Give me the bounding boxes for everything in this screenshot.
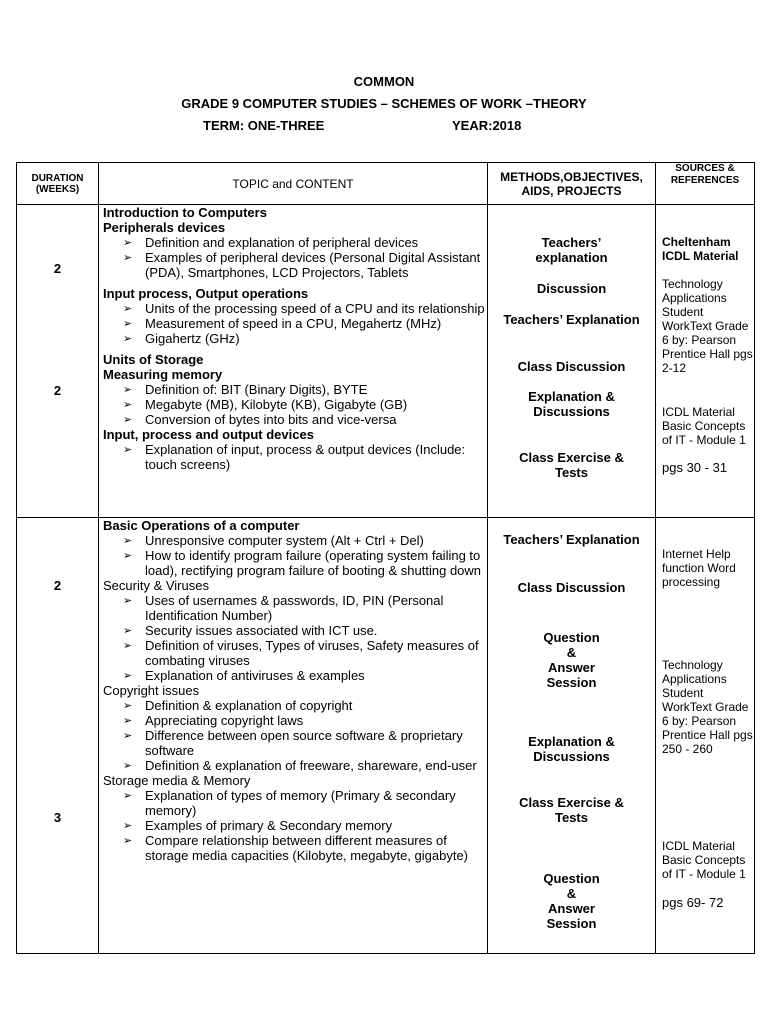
source-item: Technology Applications Student WorkText Grade 6 by: Pearson Prentice Hall pgs 250 - 260: [662, 658, 753, 756]
list-item: ➢ Explanation of input, process & output devices (Include: touch screens): [123, 442, 487, 472]
list-item: ➢ Conversion of bytes into bits and vice-versa: [123, 412, 487, 427]
list-item: ➢ Definition & explanation of freeware, shareware, end-user: [123, 758, 487, 773]
topic-heading: Copyright issues: [103, 683, 200, 698]
method-item: Class Discussion: [517, 580, 626, 595]
methods-cell: [488, 518, 656, 954]
source-item: ICDL Material Basic Concepts of IT - Module 1: [662, 405, 746, 447]
topic-heading: Units of Storage: [103, 352, 204, 367]
method-item: Class Exercise & Tests: [519, 450, 624, 480]
duration-value: 3: [53, 810, 62, 825]
sources-cell: [656, 205, 755, 518]
header-duration: DURATION (WEEKS): [17, 163, 99, 205]
topic-heading: Basic Operations of a computer: [103, 518, 300, 533]
methods-cell: [488, 205, 656, 518]
list-item: ➢ Explanation of types of memory (Primary & secondary memory): [123, 788, 487, 818]
topic-cell: [99, 205, 488, 518]
duration-value: 2: [53, 578, 62, 593]
topic-heading: Security & Viruses: [103, 578, 209, 593]
list-item: ➢ Security issues associated with ICT use.: [123, 623, 487, 638]
method-item: Class Discussion: [517, 359, 626, 374]
source-item: Cheltenham ICDL Material: [662, 235, 739, 263]
topic-list: [99, 382, 487, 427]
list-item: ➢ Examples of peripheral devices (Personal Digital Assistant (PDA), Smartphones, LCD Projectors, Tablets: [123, 250, 487, 280]
method-item: Teachers’ explanation: [535, 235, 608, 265]
topic-heading: Input process, Output operations: [103, 286, 309, 301]
table-row: [17, 518, 755, 954]
topic-list: [99, 301, 487, 346]
list-item: ➢ How to identify program failure (operating system failing to load), rectifying program failure of booting & shutting down: [123, 548, 487, 578]
method-item: Explanation & Discussions: [528, 389, 615, 419]
list-item: ➢ Definition of viruses, Types of viruses, Safety measures of combating viruses: [123, 638, 487, 668]
topic-list: [99, 593, 487, 683]
topic-list: [99, 533, 487, 578]
source-item: Technology Applications Student WorkText Grade 6 by: Pearson Prentice Hall pgs 2-12: [662, 277, 753, 375]
topic-list: [99, 788, 487, 863]
list-item: ➢ Units of the processing speed of a CPU and its relationship: [123, 301, 487, 316]
topic-heading: Input, process and output devices: [103, 427, 314, 442]
method-item: Teachers’ Explanation: [503, 532, 640, 547]
header-sources: SOURCES & REFERENCES: [656, 163, 755, 205]
doc-title-common: COMMON: [353, 74, 415, 89]
table-header-row: [17, 163, 755, 205]
list-item: ➢ Examples of primary & Secondary memory: [123, 818, 487, 833]
topic-heading: Storage media & Memory: [103, 773, 251, 788]
list-item: ➢ Explanation of antiviruses & examples: [123, 668, 487, 683]
sources-cell: [656, 518, 755, 954]
list-item: ➢ Appreciating copyright laws: [123, 713, 487, 728]
method-item: Question & Answer Session: [543, 630, 600, 690]
source-item: ICDL Material Basic Concepts of IT - Module 1: [662, 839, 746, 881]
list-item: ➢ Definition & explanation of copyright: [123, 698, 487, 713]
list-item: ➢ Megabyte (MB), Kilobyte (KB), Gigabyte (GB): [123, 397, 487, 412]
list-item: ➢ Compare relationship between different measures of storage media capacities (Kilobyte, megabyte, gigabyte): [123, 833, 487, 863]
header-methods: METHODS,OBJECTIVES, AIDS, PROJECTS: [488, 163, 656, 205]
topic-list: [99, 698, 487, 773]
topic-heading: Introduction to Computers: [103, 205, 267, 220]
doc-title-main: GRADE 9 COMPUTER STUDIES – SCHEMES OF WORK –THEORY: [181, 96, 587, 111]
list-item: ➢ Gigahertz (GHz): [123, 331, 487, 346]
duration-value: 2: [53, 383, 62, 398]
list-item: ➢ Uses of usernames & passwords, ID, PIN (Personal Identification Number): [123, 593, 487, 623]
list-item: ➢ Definition and explanation of peripheral devices: [123, 235, 487, 250]
scheme-of-work-table: [16, 162, 755, 954]
method-item: Explanation & Discussions: [528, 734, 615, 764]
topic-cell: [99, 518, 488, 954]
list-item: ➢ Unresponsive computer system (Alt + Ctrl + Del): [123, 533, 487, 548]
source-pages: pgs 69- 72: [662, 895, 724, 910]
topic-subheading: Measuring memory: [103, 367, 223, 382]
list-item: ➢ Measurement of speed in a CPU, Megahertz (MHz): [123, 316, 487, 331]
table-row: [17, 205, 755, 518]
method-item: Teachers’ Explanation: [503, 312, 640, 327]
header-topic: TOPIC and CONTENT: [99, 163, 488, 205]
method-item: Discussion: [536, 281, 607, 296]
duration-cell: [17, 518, 99, 954]
topic-list: [99, 442, 487, 472]
source-item: Internet Help function Word processing: [662, 547, 736, 589]
topic-subheading: Peripherals devices: [103, 220, 226, 235]
source-pages: pgs 30 - 31: [662, 460, 728, 475]
method-item: Class Exercise & Tests: [519, 795, 624, 825]
topic-list: [99, 235, 487, 280]
year-label: YEAR:2018: [452, 118, 522, 133]
list-item: ➢ Definition of: BIT (Binary Digits), BYTE: [123, 382, 487, 397]
duration-cell: [17, 205, 99, 518]
term-label: TERM: ONE-THREE: [203, 118, 325, 133]
duration-value: 2: [53, 261, 62, 276]
list-item: ➢ Difference between open source software & proprietary software: [123, 728, 487, 758]
method-item: Question & Answer Session: [543, 871, 600, 931]
